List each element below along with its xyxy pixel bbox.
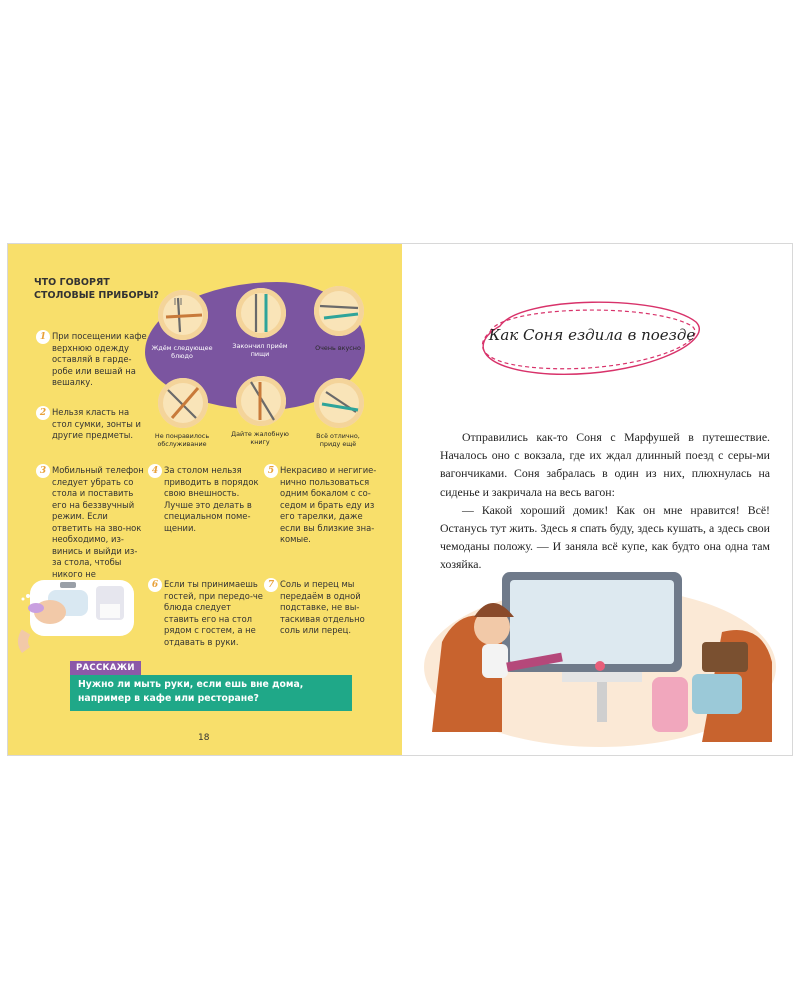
story-paragraph: Отправились как-то Соня с Марфушей в путешествие. Началось оно с вокзала, где их ждал длинный поезд с серы-ми вагончиками. Соня забралась в один из них, плюхнулась на сиденье и закричала на весь вагон: xyxy=(440,430,770,499)
cutlery-icon xyxy=(314,378,364,428)
number-badge-icon: 5 xyxy=(264,464,278,478)
plate-complaint xyxy=(236,376,286,426)
story-title: Как Соня ездила в поезде xyxy=(488,326,696,344)
cutlery-icon xyxy=(314,286,364,336)
plate-waiting xyxy=(158,290,208,340)
tell-question: Нужно ли мыть руки, если ешь вне дома, например в кафе или ресторане? xyxy=(70,675,352,711)
tip-3: Мобильный телефон следует убрать со стола и поставить его на беззвучный режим. Если ответить на зво-нок необходимо, из-винись и выйди из-за стола, чтобы никого не xyxy=(52,465,144,579)
hand-washing-icon xyxy=(8,574,148,654)
number-badge-icon: 6 xyxy=(148,578,162,592)
caption-complaint: Дайте жалобную книгу xyxy=(231,430,289,446)
caption-waiting: Ждём следующее блюдо xyxy=(151,344,213,360)
plate-excellent xyxy=(314,378,364,428)
caption-bad-service: Не понравилось обслуживание xyxy=(154,432,210,448)
number-badge-icon: 3 xyxy=(36,464,50,478)
plate-finished xyxy=(236,288,286,338)
train-compartment-illustration xyxy=(422,562,777,747)
cutlery-icon xyxy=(158,290,208,340)
tip-7: Соль и перец мы передаём в одной подставке, не вы-таскивая отдельно соль или перец. xyxy=(280,579,365,635)
cutlery-icon xyxy=(236,376,286,426)
page-number: 18 xyxy=(198,733,210,743)
number-badge-icon: 2 xyxy=(36,406,50,420)
tip-2: Нельзя класть на стол сумки, зонты и другие предметы. xyxy=(52,407,141,440)
story-paragraph: — Какой хороший домик! Как он мне нравится! Всё! Останусь тут жить. Здесь я спать буду, здесь кушать, а здесь свои чемоданы положу. — И заняла всё купе, как будто она одна там хозяйка. xyxy=(440,502,770,572)
tip-6: Если ты принимаешь гостей, при передо-че блюда следует ставить его на стол рядом с гостем, а не отдавать в руки. xyxy=(164,579,263,647)
section-title: ЧТО ГОВОРЯТ СТОЛОВЫЕ ПРИБОРЫ? xyxy=(34,277,159,301)
caption-excellent: Всё отлично, приду ещё xyxy=(316,432,360,448)
left-page xyxy=(8,244,402,755)
plate-bad-service xyxy=(158,378,208,428)
book-spread xyxy=(7,243,793,756)
cutlery-icon xyxy=(236,288,286,338)
story-title-frame xyxy=(472,296,712,376)
tip-1: При посещении кафе верхнюю одежду оставляй в гарде-робе или вешай на вешалку. xyxy=(52,331,147,387)
number-badge-icon: 1 xyxy=(36,330,50,344)
tell-tag: РАССКАЖИ xyxy=(70,661,141,675)
story-text xyxy=(440,428,770,574)
number-badge-icon: 7 xyxy=(264,578,278,592)
number-badge-icon: 4 xyxy=(148,464,162,478)
right-page xyxy=(402,244,792,755)
cutlery-icon xyxy=(158,378,208,428)
tip-4: За столом нельзя приводить в порядок свою внешность. Лучше это делать в специальном поме-щении. xyxy=(164,465,259,533)
caption-finished: Закончил приём пищи xyxy=(232,342,288,358)
plate-tasty xyxy=(314,286,364,336)
caption-tasty: Очень вкусно xyxy=(315,344,361,352)
tip-5: Некрасиво и негигие-нично пользоваться одним бокалом с со-седом и брать еду из его тарелки, даже если вы близкие зна-комые. xyxy=(280,465,377,544)
